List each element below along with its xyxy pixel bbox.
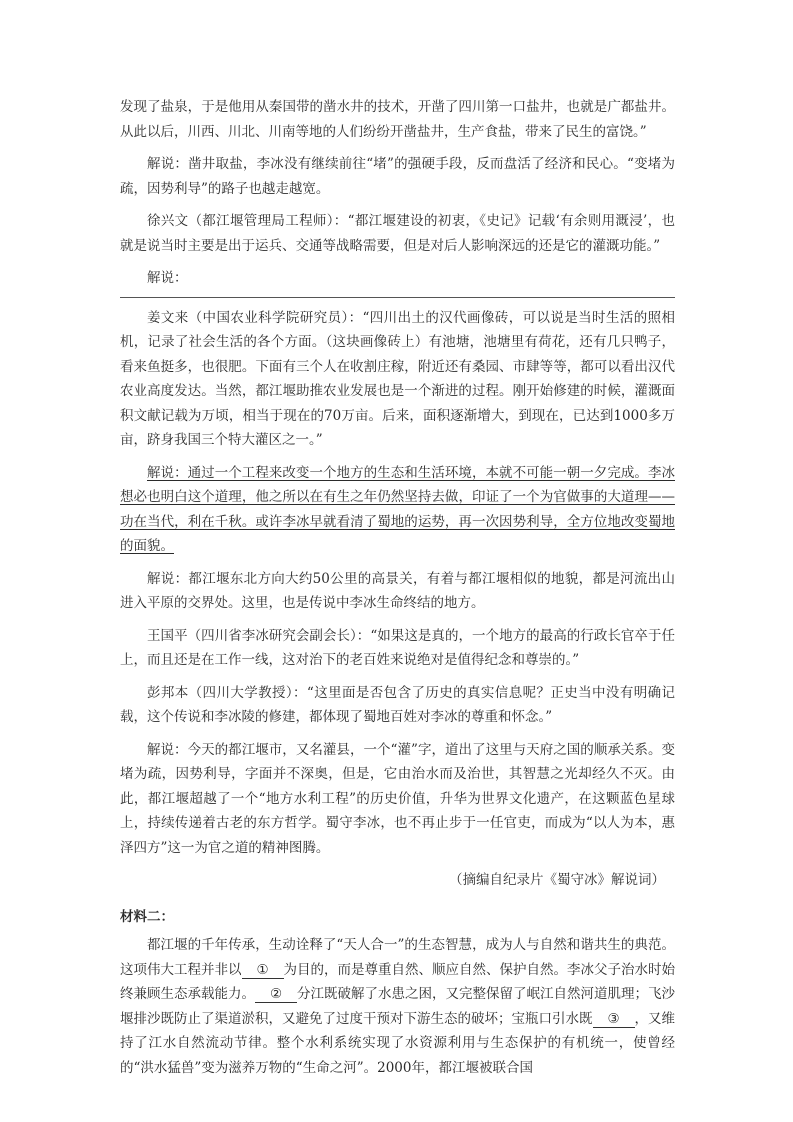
- blank-3: ③: [593, 1011, 635, 1028]
- material-two-text-4: ，又维持了江水自然流动节律。整个水利系统实现了水资源利用与生态保护的有机统一，使曾经的“洪水猛兽”变为滋养万物的“生命之河”。2000年，都江堰被联合国: [120, 1010, 675, 1076]
- material-two-text-3: 分江既破解了水患之困，又完整保留了岷江自然河道肌理；飞沙堰排沙既防止了渠道淤积，又避免了过度干预对下游生态的破坏；宝瓶口引水既: [120, 986, 675, 1027]
- paragraph-peng-bangben: 彭邦本（四川大学教授）：“这里面是否包含了历史的真实信息呢？正史当中没有明确记载，这个传说和李冰陵的修建，都体现了蜀地百姓对李冰的尊重和怀念。”: [120, 684, 675, 725]
- paragraph-salt-well: 发现了盐泉，于是他用从秦国带的凿水井的技术，开凿了四川第一口盐井，也就是广都盐井。从此以后，川西、川北、川南等地的人们纷纷开凿盐井，生产食盐，带来了民生的富饶。”: [120, 99, 675, 140]
- answer-line: [120, 297, 675, 298]
- paragraph-commentary-salt: 解说：凿井取盐，李冰没有继续前往“堵”的强硬手段，反而盘活了经济和民心。“变堵为疏，因势利导”的路子也越走越宽。: [120, 156, 675, 197]
- paragraph-commentary-blank: 解说：: [147, 270, 188, 286]
- paragraph-jiang-wenlai: 姜文来（中国农业科学院研究员）：“四川出土的汉代画像砖，可以说是当时生活的照相机，记录了社会生活的各个方面。（这块画像砖上）有池塘，池塘里有荷花，还有几只鸭子，看来鱼挺多，也很肥。下面有三个人在收割庄稼，附近还有桑园、市肆等等，都可以看出汉代农业高度发达。当然，都江堰助推农业发展也是一个渐进的过程。刚开始修建的时候，灌溉面积文献记载为万顷，相当于现在的70万亩。后来，面积逐渐增大，到现在，已达到1000多万亩，跻身我国三个特大灌区之一。”: [120, 309, 675, 448]
- paragraph-wang-guoping: 王国平（四川省李冰研究会副会长）：“如果这是真的，一个地方的最高的行政长官卒于任上，而且还是在工作一线，这对治下的老百姓来说绝对是值得纪念和尊崇的。”: [120, 627, 675, 668]
- document-page: [120, 95, 675, 1080]
- paragraph-commentary-guanxian: 解说：今天的都江堰市，又名灌县，一个“灌”字，道出了这里与天府之国的顺承关系。变堵为疏，因势利导，字面并不深奥，但是，它由治水而及治世，其智慧之光却经久不灭。由此，都江堰超越了一个“地方水利工程”的历史价值，升华为世界文化遗产，在这颗蓝色星球上，持续传递着古老的东方哲学。蜀守李冰，也不再止步于一任官吏，而成为“以人为本，惠泽四方”这一为官之道的精神图腾。: [120, 741, 675, 856]
- paragraph-commentary-gaojingguan: 解说：都江堰东北方向大约50公里的高景关，有着与都江堰相似的地貌，都是河流出山进入平原的交界处。这里，也是传说中李冰生命终结的地方。: [120, 570, 675, 611]
- material-two-heading: 材料二：: [120, 908, 174, 925]
- blank-2: ②: [255, 986, 297, 1003]
- paragraph-xu-xingwen: 徐兴文（都江堰管理局工程师）：“都江堰建设的初衷，《史记》记载‘有余则用溉浸’，也就是说当时主要是出于运兵、交通等战略需要，但是对后人影响深远的还是它的灌溉功能。”: [120, 213, 675, 254]
- material-two-text-2: 为目的，而是尊重自然、顺应自然、保护自然。李冰父子治水时始终兼顾生态承载能力。: [120, 961, 675, 1002]
- paragraph-commentary-underlined: 解说：通过一个工程来改变一个地方的生态和生活环境，本就不可能一朝一夕完成。李冰想必也明白这个道理，他之所以在有生之年仍然坚持去做，印证了一个为官做事的大道理——功在当代，利在千秋。或许李冰早就看清了蜀地的运势，再一次因势利导，全方位地改变蜀地的面貌。: [120, 464, 675, 554]
- material-two-text-1: 都江堰的千年传承，生动诠释了“天人合一”的生态智慧，成为人与自然和谐共生的典范。这项伟大工程并非以: [120, 937, 675, 978]
- blank-1: ①: [242, 962, 284, 979]
- source-citation: （摘编自纪录片《蜀守冰》解说词）: [449, 872, 665, 888]
- paragraph-material-two: [120, 933, 675, 1080]
